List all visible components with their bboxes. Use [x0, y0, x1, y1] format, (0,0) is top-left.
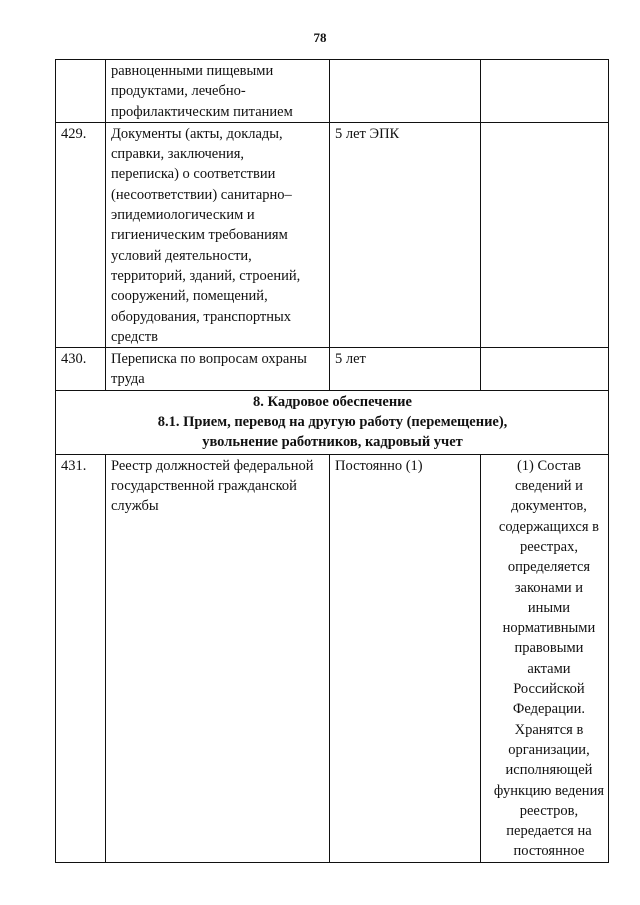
row-number: 429. [56, 122, 106, 347]
storage-term: 5 лет [330, 348, 481, 391]
document-title: Переписка по вопросам охраны труда [106, 348, 330, 391]
section-header [56, 390, 609, 454]
storage-term: Постоянно (1) [330, 454, 481, 862]
storage-term: 5 лет ЭПК [330, 122, 481, 347]
section-subheading-line-2: увольнение работников, кадровый учет [202, 434, 463, 451]
row-number [56, 60, 106, 123]
section-subheading-line-1: 8.1. Прием, перевод на другую работу (перемещение), [157, 414, 508, 431]
row-note: (1) Состав сведений и документов, содержащихся в реестрах, определяется законами и иными нормативными правовыми актами Российской Федерации. Хранятся в организации, исполняющей функцию ведения реестров, передается на постоянное [493, 457, 604, 860]
document-title: равноценными пищевыми продуктами, лечебно- профилактическим питанием [106, 60, 330, 123]
row-note [481, 348, 609, 391]
row-note [481, 122, 609, 347]
document-title: Реестр должностей федеральной государственной гражданской службы [106, 454, 330, 862]
section-heading: 8. Кадровое обеспечение [253, 393, 412, 410]
section-header-row [56, 390, 609, 454]
document-title: Документы (акты, доклады, справки, заключения, переписка) о соответствии (несоответствии) санитарно– эпидемиологическим и гигиеническим требованиям условий деятельности, территорий, зданий, строений, сооружений, помещений, оборудования, транспортных средств [106, 122, 330, 347]
table-row [56, 122, 609, 347]
table-row [56, 348, 609, 391]
document-table [55, 59, 609, 863]
row-note [481, 60, 609, 123]
table-row [56, 60, 609, 123]
row-number: 430. [56, 348, 106, 391]
page-number: 78 [313, 30, 327, 45]
table-row [56, 454, 609, 862]
storage-term [330, 60, 481, 123]
row-note-cell [481, 454, 609, 862]
row-number: 431. [56, 454, 106, 862]
